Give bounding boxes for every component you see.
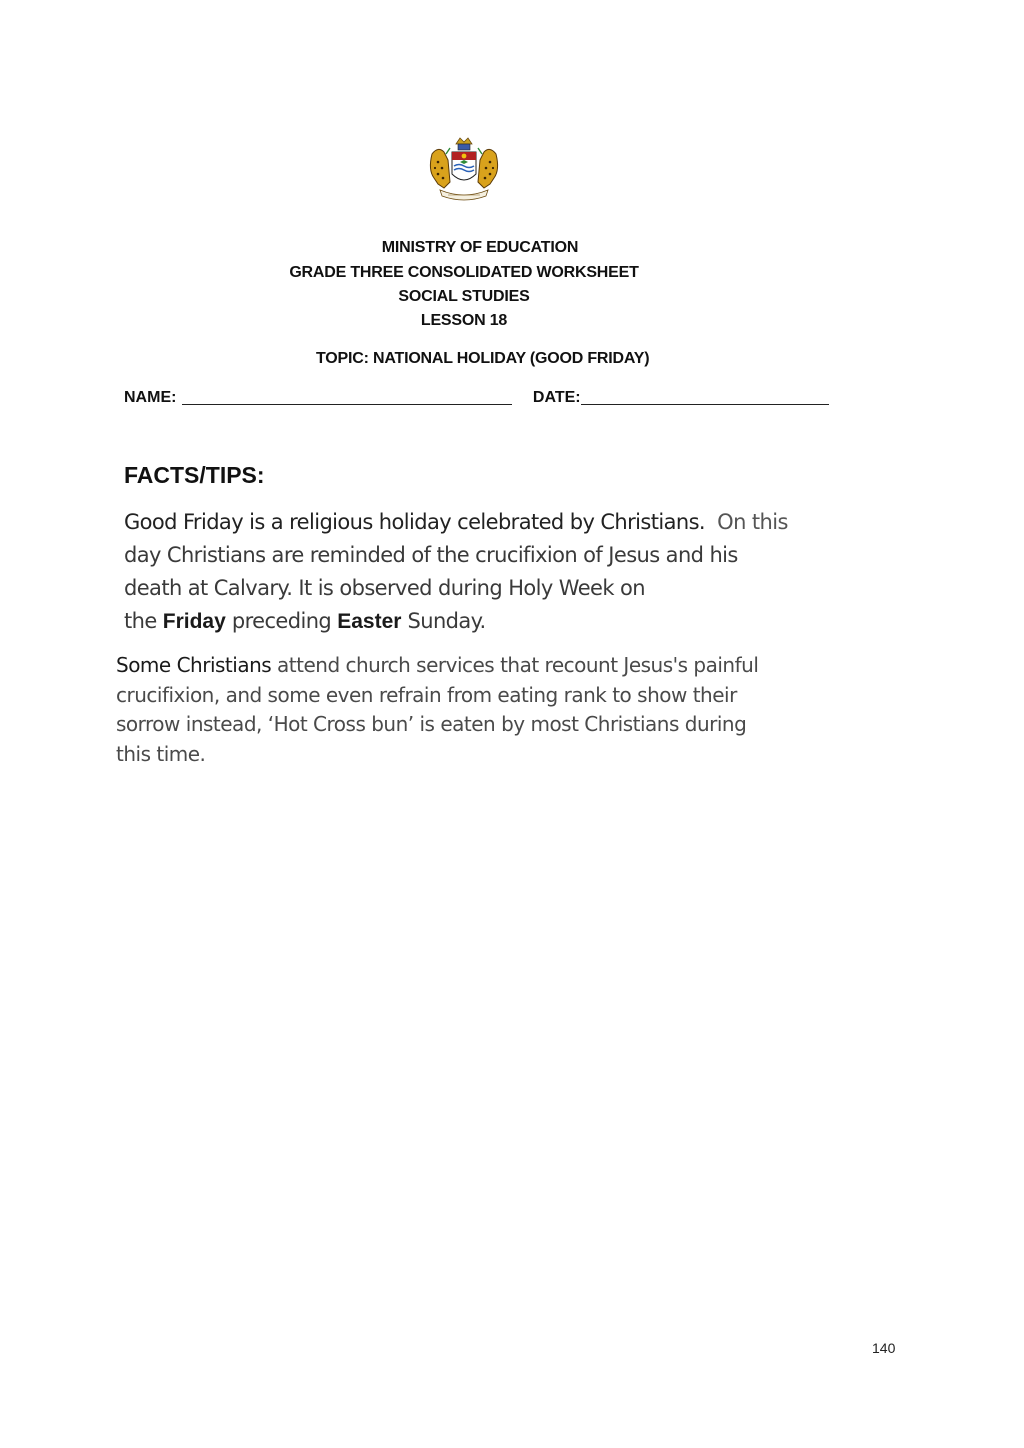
para2-line-1 (116, 651, 906, 681)
para1-line-4-a: the (124, 609, 163, 633)
lesson-title: LESSON 18 (420, 312, 508, 329)
page-number: 140 (872, 1340, 896, 1356)
ministry-title: MINISTRY OF EDUCATION (381, 239, 579, 256)
para1-line-4 (124, 605, 914, 638)
worksheet-title: GRADE THREE CONSOLIDATED WORKSHEET (289, 264, 639, 281)
para2-line-2: crucifixion, and some even refrain from eating rank to show their (116, 682, 737, 707)
name-field-line[interactable] (182, 388, 512, 405)
para2-line-4: this time. (116, 741, 206, 766)
para1-line-2: day Christians are reminded of the crucifixion of Jesus and his (124, 543, 738, 567)
para2-line-3: sorrow instead, ‘Hot Cross bun’ is eaten by most Christians during (116, 712, 747, 736)
facts-paragraph-2 (116, 651, 906, 769)
para1-line-1 (124, 506, 914, 539)
facts-heading: FACTS/TIPS: (124, 462, 265, 488)
bold-easter: Easter (337, 610, 402, 633)
subject-title: SOCIAL STUDIES (398, 288, 530, 305)
name-label: NAME: (124, 389, 177, 406)
para1-line-1-b: On this (705, 510, 788, 534)
coat-of-arms-icon (424, 134, 504, 202)
para1-line-4-c: Sunday. (401, 609, 486, 633)
date-label: DATE: (532, 389, 581, 406)
facts-paragraph-1 (124, 506, 914, 638)
para1-line-4-b: preceding (225, 609, 338, 633)
para2-line-1-rest: attend church services that recount Jesus's painful (271, 653, 759, 677)
para1-line-1-a: Good Friday is a religious holiday celebrated by Christians. (124, 510, 706, 534)
date-field-line[interactable] (581, 388, 829, 405)
para1-line-3: death at Calvary. It is observed during Holy Week on (124, 576, 645, 600)
bold-friday: Friday (162, 610, 226, 633)
topic-title: TOPIC: NATIONAL HOLIDAY (GOOD FRIDAY) (316, 350, 650, 367)
para2-lead: Some Christians (116, 653, 272, 677)
name-date-row (124, 388, 829, 407)
